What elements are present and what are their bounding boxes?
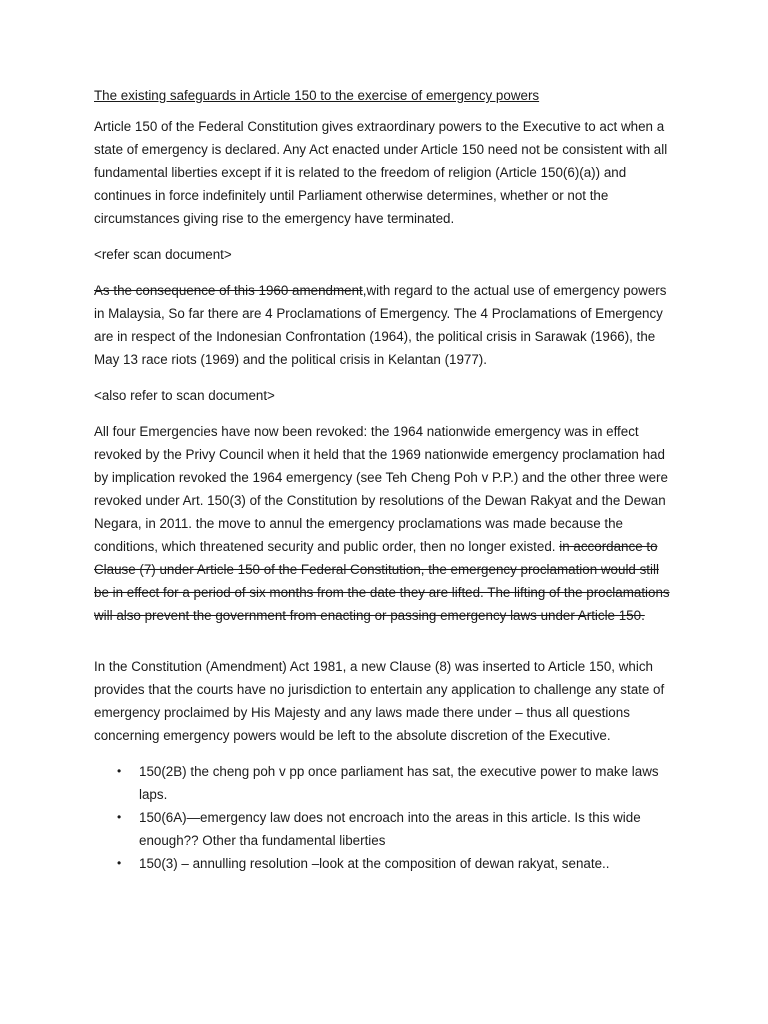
document-body (94, 84, 674, 875)
list-item-text: 150(2B) the cheng poh v pp once parliament has sat, the executive power to make laws laps. (139, 764, 659, 802)
paragraph-proclamations (94, 279, 674, 371)
bullet-icon: • (117, 810, 122, 824)
struck-text-clause-7: in accordance to Clause (7) under Article 150 of the Federal Constitution, the emergency proclamation would still be in effect for a period of six months from the date they are lifted. The lifting of the proclamations will also prevent the government from enacting or passing emergency laws under Article 150. (94, 539, 670, 623)
paragraph-revocation-text: All four Emergencies have now been revoked: the 1964 nationwide emergency was in effect revoked by the Privy Council when it held that the 1969 nationwide emergency proclamation had by implication revoked the 1964 emergency (see Teh Cheng Poh v P.P.) and the other three were revoked under Art. 150(3) of the Constitution by resolutions of the Dewan Rakyat and the Dewan Negara, in 2011. the move to annul the emergency proclamations was made because the conditions, which threatened security and public order, then no longer existed. (94, 424, 668, 554)
document-title: The existing safeguards in Article 150 to the exercise of emergency powers (94, 88, 540, 103)
paragraph-amendment-1981: In the Constitution (Amendment) Act 1981, a new Clause (8) was inserted to Article 150, which provides that the courts have no jurisdiction to entertain any application to challenge any state of emergency proclaimed by His Majesty and any laws made there under – thus all questions concerning emergency powers would be left to the absolute discretion of the Executive. (94, 659, 665, 743)
paragraph-proclamations-text: ,with regard to the actual use of emergency powers in Malaysia, So far there are 4 Proclamations of Emergency. The 4 Proclamations of Emergency are in respect of the Indonesian Confrontation (1964), the political crisis in Sarawak (1966), the May 13 race riots (1969) and the political crisis in Kelantan (1977). (94, 283, 667, 367)
bullet-icon: • (117, 856, 122, 870)
list-item-text: 150(3) – annulling resolution –look at the composition of dewan rakyat, senate.. (139, 856, 610, 871)
refer-scan-note: <refer scan document> (94, 247, 232, 262)
struck-text-1960-amendment: As the consequence of this 1960 amendment (94, 283, 363, 298)
list-item (94, 760, 674, 806)
list-item-text: 150(6A)—emergency law does not encroach into the areas in this article. Is this wide enough?? Other tha fundamental liberties (139, 810, 641, 848)
also-refer-scan-note: <also refer to scan document> (94, 388, 275, 403)
paragraph-article-150-powers: Article 150 of the Federal Constitution gives extraordinary powers to the Executive to act when a state of emergency is declared. Any Act enacted under Article 150 need not be consistent with all fundamental liberties except if it is related to the freedom of religion (Article 150(6)(a)) and continues in force indefinitely until Parliament otherwise determines, whether or not the circumstances giving rise to the emergency have terminated. (94, 119, 668, 226)
bullet-icon: • (117, 764, 122, 778)
notes-bullet-list (94, 760, 674, 875)
paragraph-revocation (94, 420, 674, 627)
list-item (94, 852, 674, 875)
list-item (94, 806, 674, 852)
